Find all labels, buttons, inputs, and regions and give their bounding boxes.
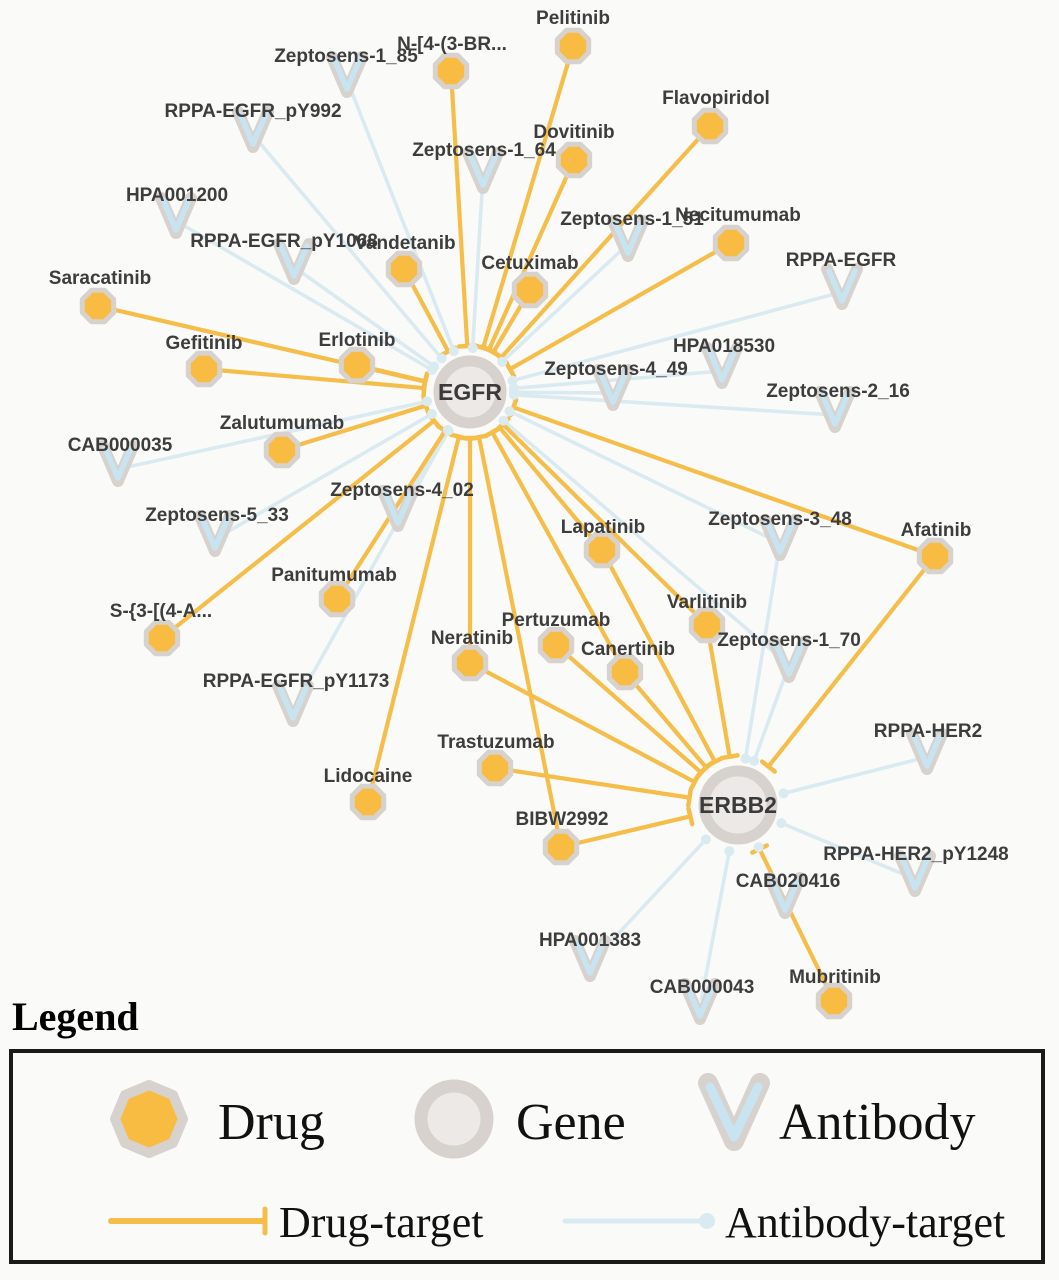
- drug-label-vandetanib: Vandetanib: [354, 233, 456, 254]
- drug-label-lidocaine: Lidocaine: [323, 766, 413, 787]
- drug-node-pelitinib[interactable]: [557, 30, 588, 61]
- edge-dot-cab000035: [422, 396, 432, 406]
- drug-node-neratinib[interactable]: [454, 647, 485, 678]
- drug-node-cetuximab[interactable]: [514, 274, 545, 305]
- drug-label-erlotinib: Erlotinib: [318, 330, 396, 351]
- drug-label-panitumumab: Panitumumab: [271, 565, 397, 586]
- antibody-label-cab000035: CAB000035: [67, 435, 173, 456]
- drug-label-pertuzumab: Pertuzumab: [501, 610, 611, 631]
- drug-node-gefitinib[interactable]: [188, 353, 219, 384]
- drug-node-trastuzumab[interactable]: [479, 752, 510, 783]
- edge-dot-zeptosens-1-64: [468, 343, 478, 353]
- drug-node-canertinib[interactable]: [609, 656, 640, 687]
- drug-node-afatinib[interactable]: [919, 540, 950, 571]
- antibody-target-dot-icon: [699, 1213, 715, 1229]
- edge-dot-rppa-her2-py1248: [776, 818, 786, 828]
- antibody-label-rppa-her2: RPPA-HER2: [873, 721, 983, 742]
- antibody-node-icon-inner: [710, 1087, 758, 1137]
- drug-node-bibw2992[interactable]: [545, 831, 576, 862]
- edge-dot-hpa001383: [701, 834, 711, 844]
- edge-tick-bibw2992-erbb2: [688, 809, 692, 825]
- edge-tick-erlotinib-egfr: [423, 374, 427, 390]
- drug-label-flavopiridol: Flavopiridol: [662, 88, 770, 109]
- drug-node-dovitinib[interactable]: [558, 144, 589, 175]
- drug-node-n-4-3-br[interactable]: [435, 55, 466, 86]
- edge-dot-rppa-egfr-py1068: [429, 362, 439, 372]
- legend-item-drug-target: [111, 1198, 483, 1247]
- drug-node-mubritinib[interactable]: [818, 985, 849, 1016]
- antibody-label-zeptosens-1-51: Zeptosens-1_51: [560, 209, 704, 230]
- drug-node-vandetanib[interactable]: [388, 253, 419, 284]
- antibody-label-cab020416: CAB020416: [735, 871, 841, 892]
- drug-node-necitumumab[interactable]: [715, 227, 746, 258]
- drug-label-trastuzumab: Trastuzumab: [437, 732, 555, 753]
- legend-drug-label: Drug: [218, 1094, 325, 1151]
- edge-dot-rppa-her2: [779, 788, 789, 798]
- gene-label-erbb2: ERBB2: [699, 792, 777, 818]
- drug-label-canertinib: Canertinib: [581, 639, 675, 660]
- edge-dot-zeptosens-1-51: [497, 357, 507, 367]
- drug-label-neratinib: Neratinib: [430, 628, 514, 649]
- drug-label-pelitinib: Pelitinib: [536, 8, 610, 29]
- antibody-label-zeptosens-4-02: Zeptosens-4_02: [330, 480, 474, 501]
- edge-dot-zeptosens-5-33: [427, 409, 437, 419]
- edge-dot-cab020416: [754, 842, 764, 852]
- edge-dot-zeptosens-3-48: [740, 754, 750, 764]
- edge-dot-zeptosens-1-70: [749, 756, 759, 766]
- legend-gene-label: Gene: [516, 1094, 626, 1151]
- drug-node-lidocaine[interactable]: [352, 786, 383, 817]
- drug-node-saracatinib[interactable]: [82, 290, 113, 321]
- legend-title: Legend: [12, 994, 139, 1039]
- edge-antibody-zeptosens-4-49-egfr: [514, 392, 607, 393]
- drug-label-saracatinib: Saracatinib: [48, 268, 152, 289]
- drug-label-lapatinib: Lapatinib: [560, 517, 646, 538]
- edge-dot-rppa-egfr-py992: [437, 353, 447, 363]
- drug-label-necitumumab: Necitumumab: [675, 205, 801, 226]
- antibody-label-rppa-egfr-py992: RPPA-EGFR_pY992: [164, 101, 342, 122]
- edge-dot-rppa-egfr-py1173: [444, 425, 454, 435]
- antibody-label-rppa-egfr-py1173: RPPA-EGFR_pY1173: [202, 671, 390, 692]
- edge-dot-zeptosens-1-70: [498, 416, 508, 426]
- drug-label-varlitinib: Varlitinib: [666, 592, 748, 613]
- antibody-label-zeptosens-1-85: Zeptosens-1_85: [274, 46, 418, 67]
- edge-dot-zeptosens-2-16: [509, 390, 519, 400]
- legend-item-antibody-target: [565, 1198, 1005, 1247]
- drug-label-s-3-4-a: S-{3-[(4-A...: [109, 601, 213, 622]
- edge-antibody-rppa-her2-erbb2: [784, 758, 922, 793]
- drug-label-bibw2992: BIBW2992: [515, 809, 609, 830]
- drug-label-cetuximab: Cetuximab: [481, 253, 579, 274]
- antibody-label-hpa018530: HPA018530: [672, 336, 776, 357]
- drug-label-mubritinib: Mubritinib: [789, 967, 881, 988]
- drug-label-n-4-3-br: N-[4-(3-BR...: [397, 34, 507, 55]
- antibody-label-hpa001200: HPA001200: [125, 185, 229, 206]
- drug-label-dovitinib: Dovitinib: [533, 122, 615, 143]
- legend-item-gene: [421, 1086, 626, 1152]
- gene-label-egfr: EGFR: [438, 379, 502, 405]
- edge-tick-varlitinib-erbb2: [722, 755, 738, 758]
- antibody-label-zeptosens-1-64: Zeptosens-1_64: [412, 140, 556, 161]
- antibody-label-rppa-egfr-py1068: RPPA-EGFR_pY1068: [190, 231, 378, 252]
- legend-box: [9, 1049, 1045, 1264]
- antibody-label-zeptosens-1-70: Zeptosens-1_70: [717, 630, 861, 651]
- antibody-label-cab000043: CAB000043: [649, 977, 755, 998]
- antibody-label-zeptosens-5-33: Zeptosens-5_33: [145, 505, 289, 526]
- antibody-label-hpa001383: HPA001383: [538, 930, 642, 951]
- drug-label-gefitinib: Gefitinib: [165, 333, 243, 354]
- drug-node-zalutumumab[interactable]: [266, 434, 297, 465]
- legend-drug-target-label: Drug-target: [279, 1198, 484, 1247]
- drug-node-flavopiridol[interactable]: [694, 110, 725, 141]
- legend-item-antibody: [708, 1083, 975, 1151]
- edge-dot-zeptosens-3-48: [505, 406, 515, 416]
- legend-antibody-label: Antibody: [779, 1094, 976, 1151]
- drug-node-lapatinib[interactable]: [586, 534, 617, 565]
- drug-label-zalutumumab: Zalutumumab: [219, 413, 345, 434]
- edge-dot-cab000043: [724, 846, 734, 856]
- antibody-label-zeptosens-4-49: Zeptosens-4_49: [544, 359, 688, 380]
- edge-drug-n-4-3-br-egfr: [451, 71, 467, 346]
- edge-tick-trastuzumab-erbb2: [688, 790, 690, 806]
- antibody-label-rppa-her2-py1248: RPPA-HER2_pY1248: [823, 844, 1009, 865]
- legend-antibody-target-label: Antibody-target: [725, 1198, 1006, 1247]
- antibody-label-rppa-egfr: RPPA-EGFR: [785, 250, 897, 271]
- gene-node-icon: [421, 1086, 487, 1152]
- labels: [49, 8, 1009, 998]
- antibody-label-zeptosens-3-48: Zeptosens-3_48: [708, 509, 852, 530]
- legend-item-drug: [115, 1085, 325, 1153]
- drug-label-afatinib: Afatinib: [900, 520, 972, 541]
- edge-drug-trastuzumab-erbb2: [495, 768, 690, 798]
- edge-dot-zeptosens-1-85: [449, 346, 459, 356]
- drug-node-icon: [115, 1085, 183, 1153]
- drug-node-erlotinib[interactable]: [341, 349, 372, 380]
- antibody-label-zeptosens-2-16: Zeptosens-2_16: [766, 381, 910, 402]
- drug-node-s-3-4-a[interactable]: [146, 622, 177, 653]
- drug-node-pertuzumab[interactable]: [540, 629, 571, 660]
- antibody-node-rppa-egfr[interactable]: [827, 269, 857, 304]
- drug-node-panitumumab[interactable]: [321, 583, 352, 614]
